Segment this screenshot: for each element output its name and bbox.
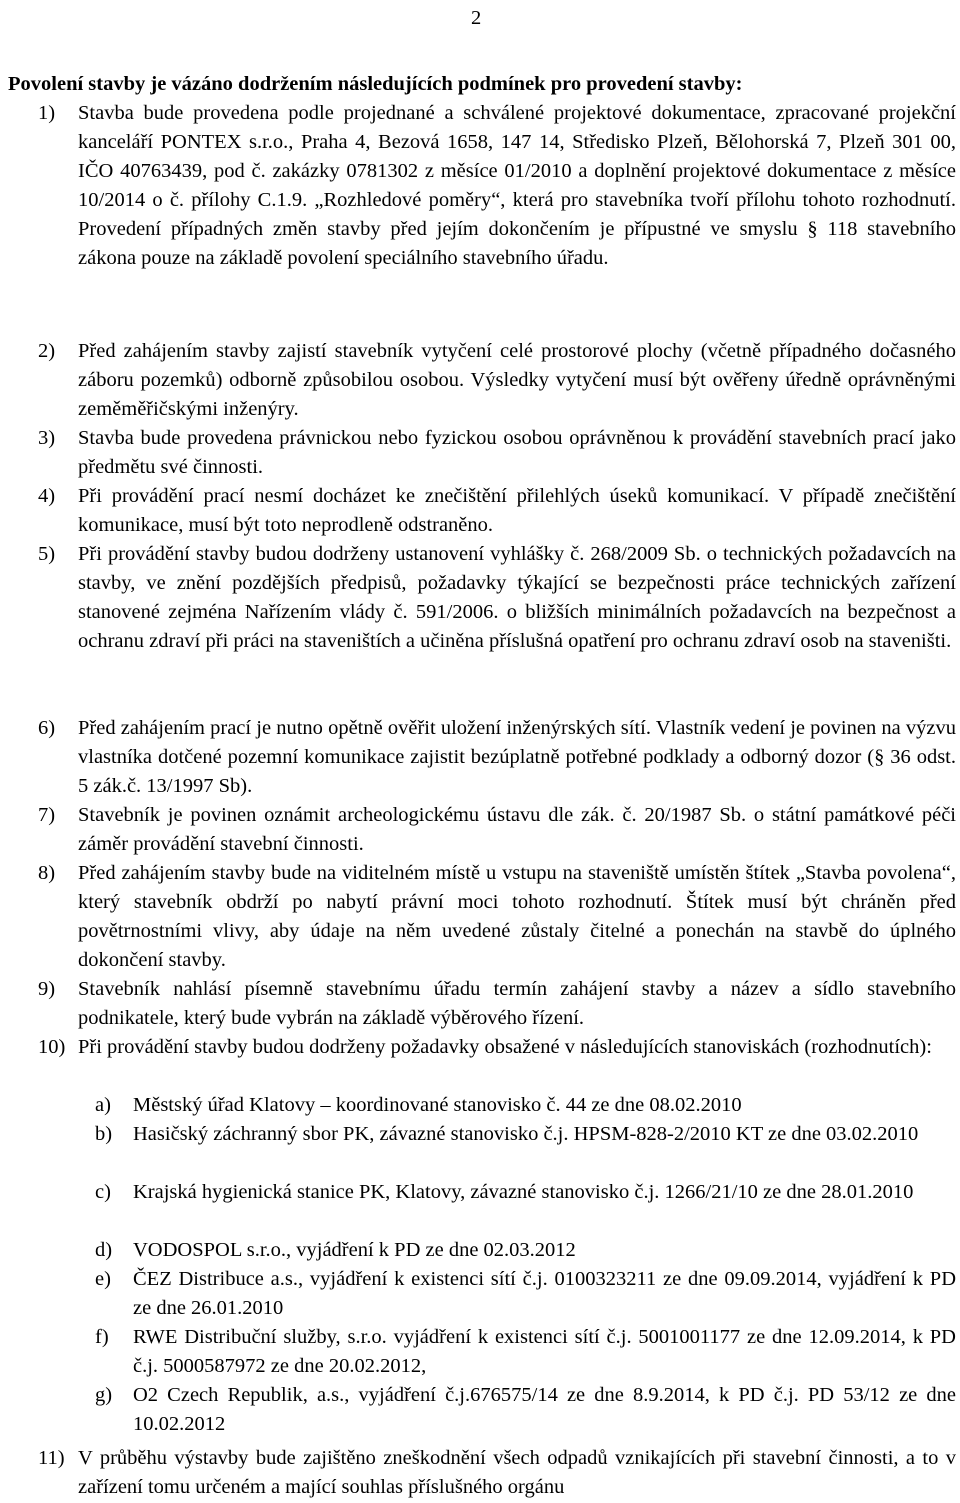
sub-item-c: [95, 1178, 956, 1236]
condition-number: 3): [38, 427, 56, 449]
sub-item-text: Krajská hygienická stanice PK, Klatovy, závazné stanovisko č.j. 1266/21/10 ze dne 28.01.2010: [133, 1181, 914, 1203]
sub-item-a: [95, 1091, 956, 1120]
sub-item-letter: d): [95, 1239, 113, 1261]
condition-9: [8, 975, 956, 1033]
sub-item-g: [95, 1381, 956, 1439]
sub-item-d: [95, 1236, 956, 1265]
condition-2: [8, 337, 956, 424]
condition-number: 6): [38, 717, 56, 739]
condition-text: Stavba bude provedena podle projednané a schválené projektové dokumentace, zpracované projekční kanceláří PONTEX s.r.o., Praha 4, Bezová 1658, 147 14, Středisko Plzeň, Bělohorská 7, Plzeň 301 00, IČO 40763439, pod č. zakázky 0781302 z měsíce 01/2010 a doplnění projektové dokumentace z měsíce 10/2014 o č. přílohy C.1.9. „Rozhledové poměry“, která pro stavebníka tvoří přílohu tohoto rozhodnutí. Provedení případných změn stavby před jejím dokončením je přípustné ve smyslu § 118 stavebního zákona pouze na základě povolení speciálního stavebního úřadu.: [78, 102, 956, 269]
condition-text: V průběhu výstavby bude zajištěno zneškodnění všech odpadů vznikajících při stavební činnosti, a to v zařízení tomu určeném a mající souhlas příslušného orgánu: [78, 1447, 956, 1498]
condition-10: [8, 1033, 956, 1091]
condition-number: 11): [38, 1447, 65, 1469]
page-number: 2: [471, 7, 482, 29]
condition-number: 5): [38, 543, 56, 565]
sub-item-letter: g): [95, 1384, 113, 1406]
sub-item-letter: b): [95, 1123, 113, 1145]
condition-number: 9): [38, 978, 56, 1000]
condition-8: [8, 859, 956, 975]
condition-number: 8): [38, 862, 56, 884]
condition-number: 4): [38, 485, 56, 507]
sub-item-letter: c): [95, 1181, 111, 1203]
condition-text: Při provádění stavby budou dodrženy požadavky obsažené v následujících stanoviskách (rozhodnutích):: [78, 1036, 932, 1058]
condition-3: [8, 424, 956, 482]
condition-5: [8, 540, 956, 714]
condition-text: Před zahájením stavby zajistí stavebník vytyčení celé prostorové plochy (včetně případného dočasného záboru pozemků) odborně způsobilou osobou. Výsledky vytyčení musí být ověřeny úředně oprávněnými zeměměřičskými inženýry.: [78, 340, 956, 420]
sub-item-letter: f): [95, 1326, 109, 1348]
condition-text: Před zahájením prací je nutno opětně ověřit uložení inženýrských sítí. Vlastník vedení je povinen na výzvu vlastníka dotčené pozemní komunikace zajistit bezúplatně potřebné podklady a odborný dozor (§ 36 odst. 5 zák.č. 13/1997 Sb).: [78, 717, 956, 797]
condition-text: Při provádění stavby budou dodrženy ustanovení vyhlášky č. 268/2009 Sb. o technických požadavcích na stavby, ve znění pozdějších předpisů, požadavky týkající se bezpečnosti práce technických zařízení stanovené zejména Nařízením vlády č. 591/2006. o bližších minimálních požadavcích na bezpečnost a ochranu zdraví při práci na staveništích a učiněna příslušná opatření pro ochranu zdraví osob na staveništi.: [78, 543, 956, 652]
condition-6: [8, 714, 956, 801]
condition-4: [8, 482, 956, 540]
sub-item-text: VODOSPOL s.r.o., vyjádření k PD ze dne 02.03.2012: [133, 1239, 576, 1261]
sub-item-f: [95, 1323, 956, 1381]
sub-item-text: O2 Czech Republik, a.s., vyjádření č.j.676575/14 ze dne 8.9.2014, k PD č.j. PD 53/12 ze dne 10.02.2012: [133, 1384, 956, 1435]
condition-text: Stavebník je povinen oznámit archeologickému ústavu dle zák. č. 20/1987 Sb. o státní památkové péči záměr provádění stavební činnosti.: [78, 804, 956, 855]
conditions-heading: Povolení stavby je vázáno dodržením následujících podmínek pro provedení stavby:: [8, 73, 743, 95]
sub-item-text: Hasičský záchranný sbor PK, závazné stanovisko č.j. HPSM-828-2/2010 KT ze dne 03.02.2010: [133, 1123, 919, 1145]
sub-item-letter: a): [95, 1094, 111, 1116]
condition-number: 2): [38, 340, 56, 362]
condition-1: [8, 99, 956, 331]
sub-item-text: ČEZ Distribuce a.s., vyjádření k existenci sítí č.j. 0100323211 ze dne 09.09.2014, vyjádření k PD ze dne 26.01.2010: [133, 1268, 956, 1319]
sub-item-b: [95, 1120, 956, 1178]
condition-7: [8, 801, 956, 859]
sub-item-text: RWE Distribuční služby, s.r.o. vyjádření k existenci sítí č.j. 5001001177 ze dne 12.09.2014, k PD č.j. 5000587972 ze dne 20.02.2012,: [133, 1326, 956, 1377]
condition-11: [8, 1444, 956, 1502]
condition-text: Před zahájením stavby bude na viditelném místě u vstupu na staveniště umístěn štítek „Stavba povolena“, který stavebník obdrží po nabytí právní moci tohoto rozhodnutí. Štítek musí být chráněn před povětrnostními vlivy, aby údaje na něm uvedené zůstaly čitelné a ponechán na stavbě do úplného dokončení stavby.: [78, 862, 956, 971]
sub-item-text: Městský úřad Klatovy – koordinované stanovisko č. 44 ze dne 08.02.2010: [133, 1094, 742, 1116]
sub-item-letter: e): [95, 1268, 111, 1290]
condition-text: Stavba bude provedena právnickou nebo fyzickou osobou oprávněnou k provádění stavebních prací jako předmětu své činnosti.: [78, 427, 956, 478]
sub-item-e: [95, 1265, 956, 1323]
condition-text: Stavebník nahlásí písemně stavebnímu úřadu termín zahájení stavby a název a sídlo stavebního podnikatele, který bude vybrán na základě výběrového řízení.: [78, 978, 956, 1029]
condition-number: 1): [38, 102, 56, 124]
condition-text: Při provádění prací nesmí docházet ke znečištění přilehlých úseků komunikací. V případě znečištění komunikace, musí být toto neprodleně odstraněno.: [78, 485, 956, 536]
condition-number: 7): [38, 804, 56, 826]
condition-number: 10): [38, 1036, 66, 1058]
